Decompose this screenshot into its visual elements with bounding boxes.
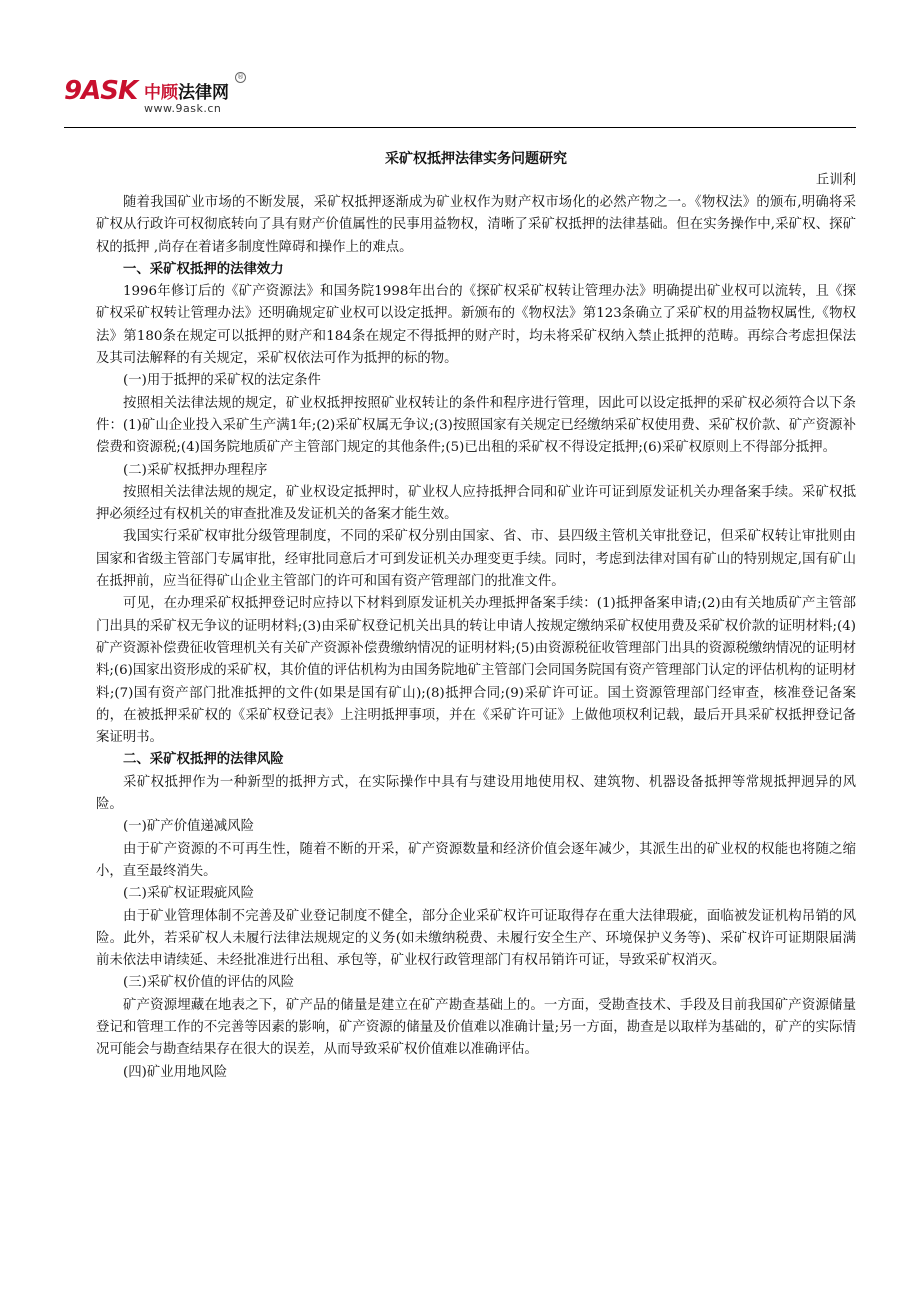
paragraph: 1996年修订后的《矿产资源法》和国务院1998年出台的《探矿权采矿权转让管理办法》明确提出矿业权可以流转，且《探矿权采矿权转让管理办法》还明确规定矿业权可以设定抵押。新颁布的《物权法》第123条确立了采矿权的用益物权属性,《物权法》第180条在规定可以抵押的财产和184条在规定不得抵押的财产时，均未将采矿权纳入禁止抵押的范畴。再综合考虑担保法及其司法解释的有关规定，采矿权依法可作为抵押的标的物。 xyxy=(96,284,856,367)
paragraph: 由于矿业管理体制不完善及矿业登记制度不健全，部分企业采矿权许可证取得存在重大法律瑕疵，面临被发证机构吊销的风险。此外，若采矿权人未履行法律法规规定的义务(如未缴纳税费、未履行安全生产、环境保护义务等)、采矿权许可证期限届满前未依法申请续延、未经批准进行出租、承包等，矿业权行政管理部门有权吊销许可证，导致采矿权消灭。 xyxy=(96,908,856,969)
paragraph: 我国实行采矿权审批分级管理制度，不同的采矿权分别由国家、省、市、县四级主管机关审批登记，但采矿权转让审批则由国家和省级主管部门专属审批，经审批同意后才可到发证机关办理变更手续。同时，考虑到法律对国有矿山的特别规定,国有矿山在抵押前，应当征得矿山企业主管部门的许可和国有资产管理部门的批准文件。 xyxy=(96,529,856,590)
paragraph: 按照相关法律法规的规定，矿业权设定抵押时，矿业权人应持抵押合同和矿业许可证到原发证机关办理备案手续。采矿权抵押必须经过有权机关的审查批准及发证机关的备案才能生效。 xyxy=(96,484,856,523)
header-divider xyxy=(64,127,856,128)
article-body xyxy=(96,192,856,1084)
article-author: 丘训利 xyxy=(815,173,856,188)
logo-name-prefix: 中顾 xyxy=(144,83,178,103)
logo-name-suffix: 法律网 xyxy=(178,83,229,103)
logo-mark: 9ASK xyxy=(64,76,138,106)
subsection-heading: (四)矿业用地风险 xyxy=(123,1064,228,1080)
paragraph: 按照相关法律法规的规定，矿业权抵押按照矿业权转让的条件和程序进行管理，因此可以设定抵押的采矿权必须符合以下条件：(1)矿山企业投入采矿生产满1年;(2)采矿权属无争议;(3)按照国家有关规定已经缴纳采矿权使用费、采矿权价款、矿产资源补偿费和资源税;(4)国务院地质矿产主管部门规定的其他条件;(5)已出租的采矿权不得设定抵押;(6)采矿权原则上不得部分抵押。 xyxy=(96,395,856,456)
logo-name xyxy=(144,78,229,103)
section-heading: 二、采矿权抵押的法律风险 xyxy=(123,752,284,768)
subsection-heading: (三)采矿权价值的评估的风险 xyxy=(123,975,295,991)
paragraph: 矿产资源埋藏在地表之下，矿产品的储量是建立在矿产勘查基础上的。一方面，受勘查技术、手段及目前我国矿产资源储量登记和管理工作的不完善等因素的影响，矿产资源的储量及价值难以准确计量;另一方面，勘查是以取样为基础的，矿产的实际情况可能会与勘查结果存在很大的误差，从而导致采矿权价值难以准确评估。 xyxy=(96,997,856,1058)
subsection-heading: (一)矿产价值递减风险 xyxy=(123,819,254,835)
subsection-heading: (一)用于抵押的采矿权的法定条件 xyxy=(123,373,321,389)
paragraph: 采矿权抵押作为一种新型的抵押方式，在实际操作中具有与建设用地使用权、建筑物、机器设备抵押等常规抵押迥异的风险。 xyxy=(96,774,856,813)
paragraph: 由于矿产资源的不可再生性，随着不断的开采，矿产资源数量和经济价值会逐年减少，其派生出的矿业权的权能也将随之缩小，直至最终消失。 xyxy=(96,841,856,879)
site-header xyxy=(64,68,864,128)
paragraph: 可见，在办理采矿权抵押登记时应持以下材料到原发证机关办理抵押备案手续：(1)抵押备案申请;(2)由有关地质矿产主管部门出具的采矿权无争议的证明材料;(3)由采矿权登记机关出具的转让申请人按规定缴纳采矿权使用费及采矿权价款的证明材料;(4)矿产资源补偿费征收管理机关有关矿产资源补偿费缴纳情况的证明材料;(5)由资源税征收管理部门出具的资源税缴纳情况的证明材料;(6)国家出资形成的采矿权，其价值的评估机构为由国务院地矿主管部门会同国务院国有资产管理部门认定的评估机构的证明材料;(7)国有资产部门批准抵押的文件(如果是国有矿山);(8)抵押合同;(9)采矿许可证。国土资源管理部门经审查，核准登记备案的，在被抵押采矿权的《采矿权登记表》上注明抵押事项，并在《采矿许可证》上做他项权利记载，最后开具采矿权抵押登记备案证明书。 xyxy=(96,596,856,746)
subsection-heading: (二)采矿权抵押办理程序 xyxy=(123,462,268,478)
subsection-heading: (二)采矿权证瑕疵风险 xyxy=(123,886,254,902)
registered-icon: ® xyxy=(237,73,244,81)
article-title: 采矿权抵押法律实务问题研究 xyxy=(385,151,567,167)
article xyxy=(96,148,856,1084)
section-heading: 一、采矿权抵押的法律效力 xyxy=(123,261,284,277)
paragraph: 随着我国矿业市场的不断发展，采矿权抵押逐渐成为矿业权作为财产权市场化的必然产物之一。《物权法》的颁布,明确将采矿权从行政许可权彻底转向了具有财产价值属性的民事用益物权，清晰了采矿权抵押的法律基础。但在实务操作中,采矿权、探矿权的抵押 ,尚存在着诸多制度性障碍和操作上的难点。 xyxy=(96,195,856,255)
logo-url: www.9ask.cn xyxy=(144,102,222,115)
